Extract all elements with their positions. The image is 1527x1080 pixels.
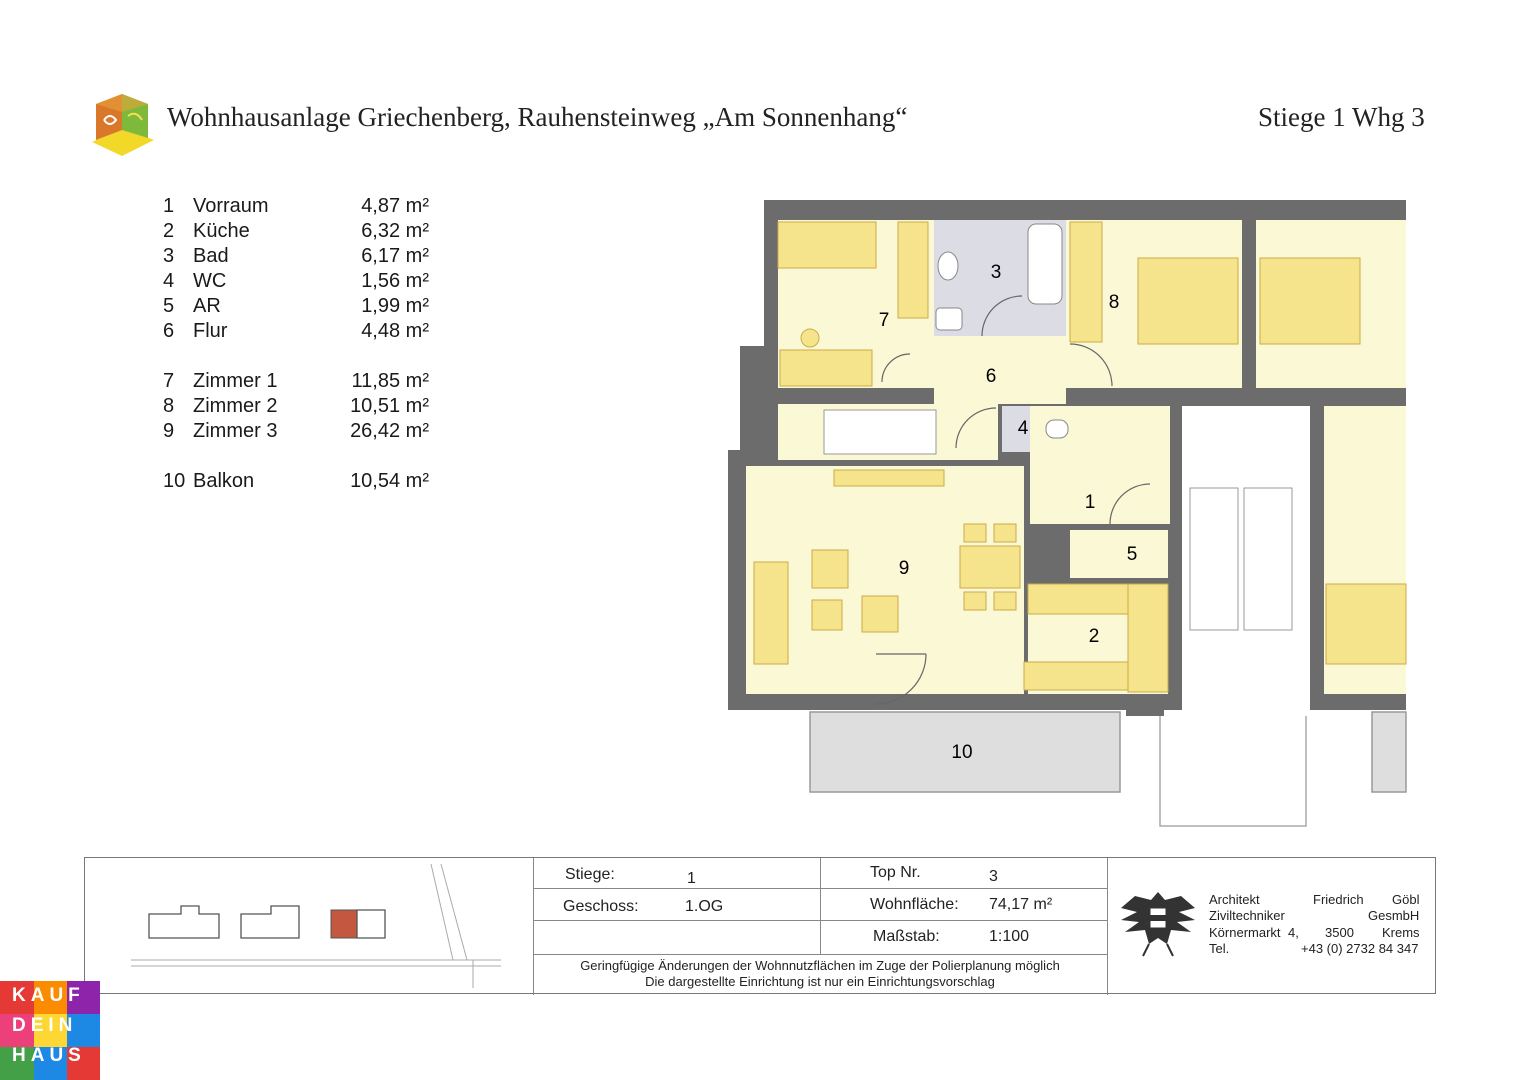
room-area: 4,48 m² [361,320,429,342]
room-number: 3 [163,245,175,267]
armchair-1 [812,550,848,588]
plan-label-5: 5 [1126,544,1138,565]
plan-label-2: 2 [1088,626,1100,647]
room-area: 26,42 m² [350,420,429,442]
page-title: Wohnhausanlage Griechenberg, Rauhensteinweg „Am Sonnenhang“ [167,102,908,132]
architect-phone-label: Tel. [1209,941,1230,956]
chair-1 [801,329,819,347]
room-name: Flur [193,320,228,342]
brand-line-1: KAUF [12,985,85,1006]
room-name: Zimmer 1 [193,370,278,392]
brand-line-3: HAUS [12,1045,86,1066]
bath-sink [936,308,962,330]
room-name: Küche [193,220,250,242]
austrian-eagle-seal-icon [1115,886,1201,962]
room-name: Balkon [193,470,255,492]
room-6-area [934,336,1066,404]
plan-label-9: 9 [898,558,910,579]
plan-label-7: 7 [878,310,890,331]
kitchen-counter-bottom [1024,662,1128,690]
note-line-2: Die dargestellte Einrichtung ist nur ein Einrichtungsvorschlag [645,974,995,989]
kauf-dein-haus-logo [0,981,100,1080]
room-area: 4,87 m² [361,195,429,217]
stair-flight-right [1244,488,1292,630]
stair-frame-lines [1160,716,1306,826]
room-area: 1,56 m² [361,270,429,292]
dining-chair [994,592,1016,610]
wohnflaeche-label: Wohnfläche: [870,896,959,913]
site-plan-thumbnail [121,862,521,990]
room-name: Vorraum [193,195,269,217]
architect-title: Architekt [1209,892,1260,907]
stiege-label: Stiege: [565,866,615,883]
room-area: 1,99 m² [361,295,429,317]
floor-plan [724,196,1414,836]
dining-chair [994,524,1016,542]
room-name: Zimmer 3 [193,420,278,442]
dining-table [960,546,1020,588]
architect-phone: +43 (0) 2732 84 347 [1301,941,1419,956]
stiege-value: 1 [687,870,696,887]
neighbour-bed [1260,258,1360,344]
room-area: 10,54 m² [350,470,429,492]
plan-label-1: 1 [1084,492,1096,513]
wohnflaeche-value: 74,17 m² [989,896,1053,913]
note-line-1: Geringfügige Änderungen der Wohnnutzflächen im Zuge der Polierplanung möglich [580,958,1060,973]
plan-label-6: 6 [985,366,997,387]
architect-house-number: 4, [1288,925,1299,940]
unit-identifier: Stiege 1 Whg 3 [1258,102,1425,132]
bath-toilet [938,252,958,280]
room-area: 10,51 m² [350,395,429,417]
room-area: 6,17 m² [361,245,429,267]
dining-chair [964,524,986,542]
architect-profession: Ziviltechniker [1209,908,1285,923]
desk-1 [780,350,872,386]
top-value: 3 [989,868,998,885]
sofa [754,562,788,664]
massstab-value: 1:100 [989,928,1030,945]
neighbour-kitchen [1326,584,1406,664]
room-number: 6 [163,320,175,342]
room-name: Zimmer 2 [193,395,278,417]
room-number: 10 [163,470,186,492]
dining-chair [964,592,986,610]
room-number: 5 [163,295,175,317]
architect-postcode: 3500 [1325,925,1354,940]
armchair-2 [862,596,898,632]
bathtub [1028,224,1062,304]
sideboard [834,470,944,486]
room-number: 7 [163,370,175,392]
architect-last-name: Göbl [1392,892,1420,907]
coffee-table [812,600,842,630]
room-name: Bad [193,245,229,267]
developer-logo-icon [88,90,156,158]
room-name: WC [193,270,227,292]
title-block [84,857,1436,994]
wardrobe-2 [1070,222,1102,342]
plan-label-8: 8 [1108,292,1120,313]
architect-first-name: Friedrich [1313,892,1364,907]
architect-city: Krems [1382,925,1420,940]
architect-street: Körnermarkt [1209,925,1281,940]
architect-company-form: GesmbH [1368,908,1420,923]
plan-label-3: 3 [990,262,1002,283]
room-number: 9 [163,420,175,442]
room-number: 4 [163,270,175,292]
bed-2 [1138,258,1238,344]
geschoss-value: 1.OG [685,898,724,915]
kitchen-counter [1028,584,1128,614]
plan-label-4: 4 [1017,418,1029,439]
stair-flight-left [1190,488,1238,630]
wc-toilet [1046,420,1068,438]
brand-line-2: DEIN [12,1015,78,1036]
geschoss-label: Geschoss: [563,898,639,915]
massstab-label: Maßstab: [873,928,940,945]
stairs [824,410,936,454]
plan-label-10: 10 [951,742,973,763]
kitchen-counter-right [1128,584,1168,692]
room-number: 2 [163,220,175,242]
top-label: Top Nr. [870,864,921,881]
bed-1 [778,222,876,268]
room-5-area [1070,530,1168,578]
neighbour-balcony [1372,712,1406,792]
room-area: 6,32 m² [361,220,429,242]
wardrobe-1 [898,222,928,318]
room-number: 1 [163,195,175,217]
room-number: 8 [163,395,175,417]
room-name: AR [193,295,221,317]
room-area: 11,85 m² [351,370,429,392]
